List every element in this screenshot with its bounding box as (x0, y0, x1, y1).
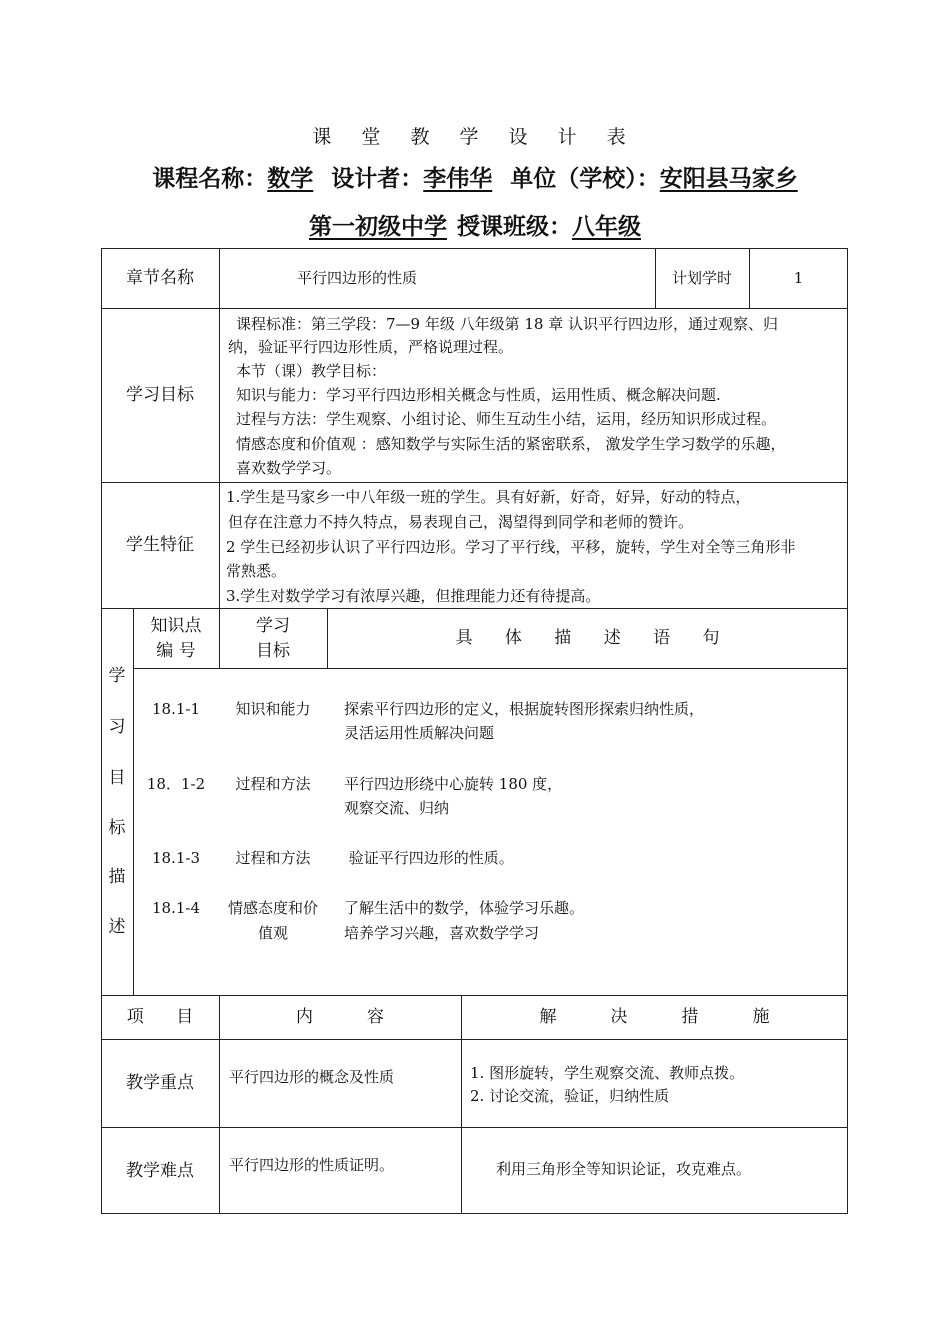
row-desc: 灵活运用性质解决问题 (344, 724, 495, 742)
trait-line: 常熟悉。 (226, 562, 287, 580)
col-measures-header: 解 决 措 施 (539, 1007, 770, 1027)
row-desc: 了解生活中的数学，体验学习乐趣。 (344, 899, 585, 917)
col-content-header: 内 容 (295, 1007, 385, 1027)
row-divider (101, 995, 848, 996)
difficulty-measure: 利用三角形全等知识论证，攻克难点。 (496, 1160, 752, 1178)
side-label-char: 学 (108, 666, 126, 686)
row-divider (101, 308, 848, 309)
col-goal-header: 目标 (256, 641, 290, 661)
row-goal: 过程和方法 (235, 849, 311, 867)
row-goal: 情感态度和价 (227, 899, 318, 917)
unit-label: 单位（学校）： (510, 166, 660, 192)
goal-line: 喜欢数学学习。 (236, 459, 342, 477)
goal-line: 纳，验证平行四边形性质，严格说理过程。 (228, 338, 514, 356)
chapter-label: 章节名称 (126, 268, 194, 288)
row-id: 18.1-3 (151, 849, 200, 867)
row-id: 18．1-2 (146, 775, 206, 793)
difficulty-content: 平行四边形的性质证明。 (229, 1156, 395, 1174)
goal-line: 课程标准：第三学段：7—9 年级 八年级第 18 章 认识平行四边形，通过观察、归 (236, 315, 779, 333)
student-traits-label: 学生特征 (126, 535, 194, 555)
side-label-char: 习 (108, 717, 126, 737)
goal-line: 情感态度和价值观 ：感知数学与实际生活的紧密联系， 激发学生学习数学的乐趣， (236, 435, 786, 453)
hours-label: 计划学时 (671, 269, 732, 287)
row-goal: 值观 (257, 924, 288, 942)
key-point-measure: 1. 图形旋转，学生观察交流、教师点拨。 (470, 1064, 745, 1082)
trait-line: 2 学生已经初步认识了平行四边形。学习了平行线，平移，旋转，学生对全等三角形非 (226, 538, 796, 556)
difficulty-label: 教学难点 (126, 1161, 194, 1181)
header-line-2 (0, 208, 950, 241)
row-divider (101, 1127, 848, 1128)
unit-value-line1: 安阳县马家乡 (659, 166, 798, 192)
hours-value: 1 (793, 269, 804, 287)
col-goal-header: 学习 (256, 616, 290, 636)
row-desc: 探索平行四边形的定义，根据旋转图形探索归纳性质， (344, 700, 705, 718)
side-label-char: 目 (108, 768, 126, 788)
chapter-value: 平行四边形的性质 (297, 269, 418, 287)
key-point-content: 平行四边形的概念及性质 (229, 1068, 395, 1086)
row-desc: 平行四边形绕中心旋转 180 度， (344, 775, 563, 793)
row-goal: 知识和能力 (235, 700, 311, 718)
goal-line: 过程与方法：学生观察、小组讨论、师生互动生小结，运用，经历知识形成过程。 (236, 410, 777, 428)
course-value: 数学 (267, 166, 314, 192)
row-desc: 观察交流、归纳 (344, 799, 450, 817)
col-divider (219, 248, 220, 608)
goal-line: 知识与能力：学习平行四边形相关概念与性质，运用性质、概念解决问题. (236, 386, 721, 404)
row-id: 18.1-4 (151, 899, 200, 917)
row-desc: 验证平行四边形的性质。 (344, 849, 514, 867)
trait-line: 1.学生是马家乡一中八年级一班的学生。具有好新，好奇，好异，好动的特点， (226, 488, 751, 506)
trait-line: 但存在注意力不持久特点，易表现自己，渴望得到同学和老师的赞许。 (228, 513, 694, 531)
header-line-1 (0, 160, 950, 193)
row-divider (101, 482, 848, 483)
class-label: 授课班级： (457, 214, 572, 240)
class-value: 八年级 (572, 214, 641, 240)
col-id-header: 编 号 (156, 641, 196, 661)
col-id-header: 知识点 (150, 616, 202, 636)
designer-label: 设计者： (331, 166, 424, 192)
key-point-measure: 2. 讨论交流，验证，归纳性质 (470, 1087, 670, 1105)
trait-line: 3.学生对数学学习有浓厚兴趣，但推理能力还有待提高。 (226, 587, 601, 605)
page-title: 课 堂 教 学 设 计 表 (312, 126, 638, 148)
col-divider (133, 608, 134, 995)
side-label-char: 述 (108, 917, 126, 937)
row-divider (133, 668, 848, 669)
col-desc-header: 具 体 描 述 语 句 (455, 628, 720, 648)
side-label-char: 描 (108, 867, 126, 887)
row-desc: 培养学习兴趣，喜欢数学学习 (344, 924, 540, 942)
col-item-header: 项 目 (126, 1007, 194, 1027)
course-label: 课程名称： (152, 166, 268, 192)
side-label-char: 标 (108, 818, 126, 838)
key-point-label: 教学重点 (126, 1073, 194, 1093)
goal-line: 本节（课）教学目标： (236, 362, 387, 380)
unit-value-line2: 第一初级中学 (309, 214, 447, 240)
row-divider (101, 608, 848, 609)
learning-goals-label: 学习目标 (126, 385, 194, 405)
row-id: 18.1-1 (151, 700, 200, 718)
row-divider (101, 1039, 848, 1040)
designer-value: 李伟华 (423, 166, 493, 192)
row-goal: 过程和方法 (235, 775, 311, 793)
